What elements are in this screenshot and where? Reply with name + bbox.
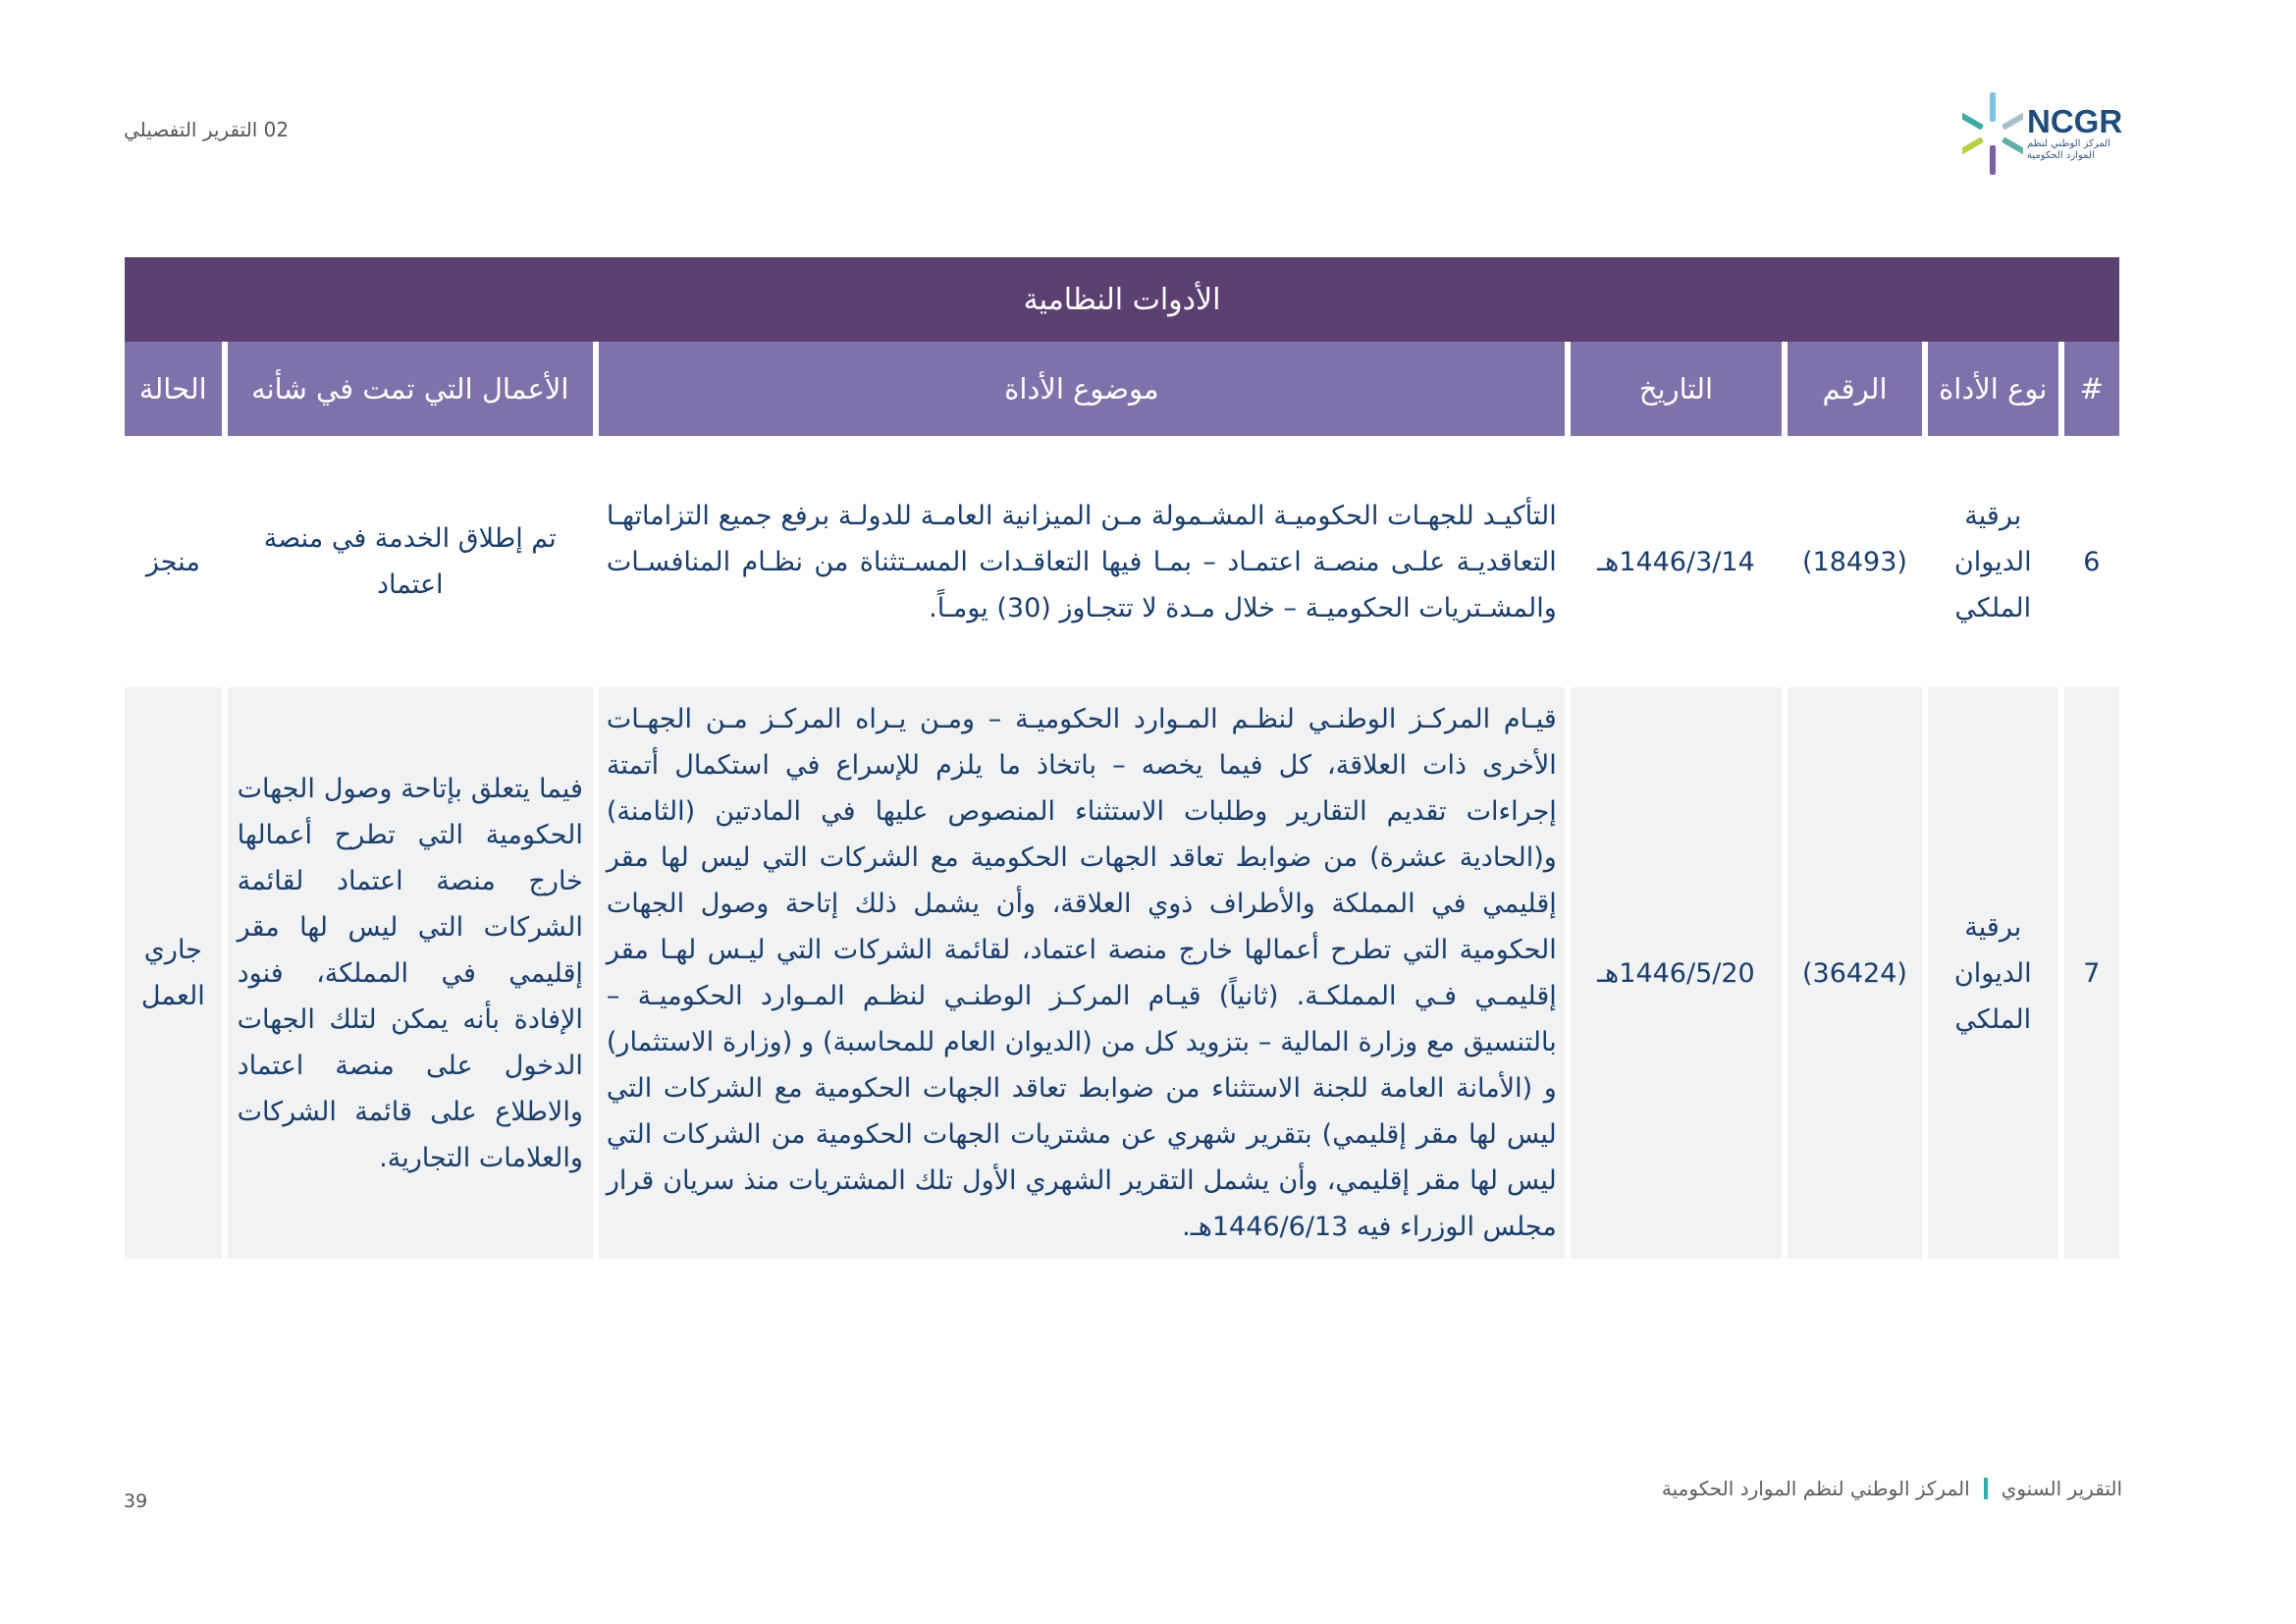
logo-subtitle-line2: الموارد الحكومية (2027, 150, 2095, 161)
cell-number: (18493) (1788, 436, 1922, 687)
column-header-type: نوع الأداة (1928, 342, 2058, 436)
cell-subject: قيـام المركـز الوطنـي لنظـم المـوارد الحكوميـة – ومـن يـراه المركـز مـن الجهـات الأخرى ذات العلاقة، كل فيما يخصه – باتخاذ ما يلزم للإسراع في استكمال أتمتة إجراءات تقديم التقارير وطلبات الاستثناء المنصوص عليها في المادتين (الثامنة) و(الحادية عشرة) من ضوابط تعاقد الجهات الحكومية مع الشركات التي ليس لها مقر إقليمي في المملكة والأطراف ذوي العلاقة، وأن يشمل ذلك إتاحة وصول الجهات الحكومية التي تطرح أعمالها خارج منصة اعتماد، لقائمة الشركات التي ليـس لهـا مقر إقليمـي فـي المملكـة. (ثانياً) قيـام المركـز الوطنـي لنظـم المـوارد الحكوميـة – بالتنسيق مع وزارة المالية – بتزويد كل من (الديوان العام للمحاسبة) و (وزارة الاستثمار) و (الأمانة العامة للجنة الاستثناء من ضوابط تعاقد الجهات الحكومية مع الشركات التي ليس لها مقر إقليمي) بتقرير شهري عن مشتريات الجهات الحكومية من الشركات التي ليس لها مقر إقليمي، وأن يشمل التقرير الشهري الأول تلك المشتريات منذ سريان قرار مجلس الوزراء فيه 1446/6/13هـ. (599, 687, 1565, 1259)
instruments-table (119, 342, 2125, 1259)
table-row (125, 687, 2119, 1259)
logo-text (2027, 105, 2122, 162)
cell-subject: التأكيـد للجهـات الحكوميـة المشـمولة مـن الميزانية العامـة للدولـة برفع جميع التزاماتهـا التعاقديـة علـى منصـة اعتمـاد – بمـا فيها التعاقـدات المسـتثناة من نظـام المنافسـات والمشـتريات الحكوميـة – خلال مـدة لا تتجـاوز (30) يومـاً. (599, 436, 1565, 687)
cell-index: 6 (2064, 436, 2119, 687)
cell-date: 1446/5/20هـ (1571, 687, 1782, 1259)
footer-org-name: المركز الوطني لنظم الموارد الحكومية (1661, 1477, 1970, 1500)
cell-status: منجز (125, 436, 222, 687)
ncgr-logo (1962, 86, 2139, 181)
cell-type: برقية الديوان الملكي (1928, 436, 2058, 687)
cell-index: 7 (2064, 687, 2119, 1259)
page-number: 39 (124, 1490, 148, 1512)
column-header-actions: الأعمال التي تمت في شأنه (228, 342, 593, 436)
cell-actions: تم إطلاق الخدمة في منصة اعتماد (228, 436, 593, 687)
cell-actions: فيما يتعلق بإتاحة وصول الجهات الحكومية التي تطرح أعمالها خارج منصة اعتماد لقائمة الشركات التي ليس لها مقر إقليمي في المملكة، فنود الإفادة بأنه يمكن لتلك الجهات الدخول على منصة اعتماد والاطلاع على قائمة الشركات والعلامات التجارية. (228, 687, 593, 1259)
cell-date: 1446/3/14هـ (1571, 436, 1782, 687)
table-row (125, 436, 2119, 687)
column-header-status: الحالة (125, 342, 222, 436)
column-header-subject: موضوع الأداة (599, 342, 1565, 436)
column-header-number: الرقم (1788, 342, 1922, 436)
section-label: 02 التقرير التفصيلي (124, 118, 290, 141)
column-header-date: التاريخ (1571, 342, 1782, 436)
logo-title: NCGR (2027, 103, 2123, 139)
cell-type: برقية الديوان الملكي (1928, 687, 2058, 1259)
cell-status: جاري العمل (125, 687, 222, 1259)
logo-subtitle-line1: المركز الوطني لنظم (2027, 138, 2110, 149)
table-title: الأدوات النظامية (125, 257, 2119, 342)
footer-separator (1984, 1478, 1988, 1499)
regulatory-instruments-table (125, 257, 2119, 1259)
footer (1662, 1477, 2122, 1500)
cell-number: (36424) (1788, 687, 1922, 1259)
ncgr-star-logo-icon (1962, 88, 2023, 179)
footer-report-name: التقرير السنوي (2001, 1477, 2122, 1500)
table-header-row (125, 342, 2119, 436)
column-header-index: # (2064, 342, 2119, 436)
